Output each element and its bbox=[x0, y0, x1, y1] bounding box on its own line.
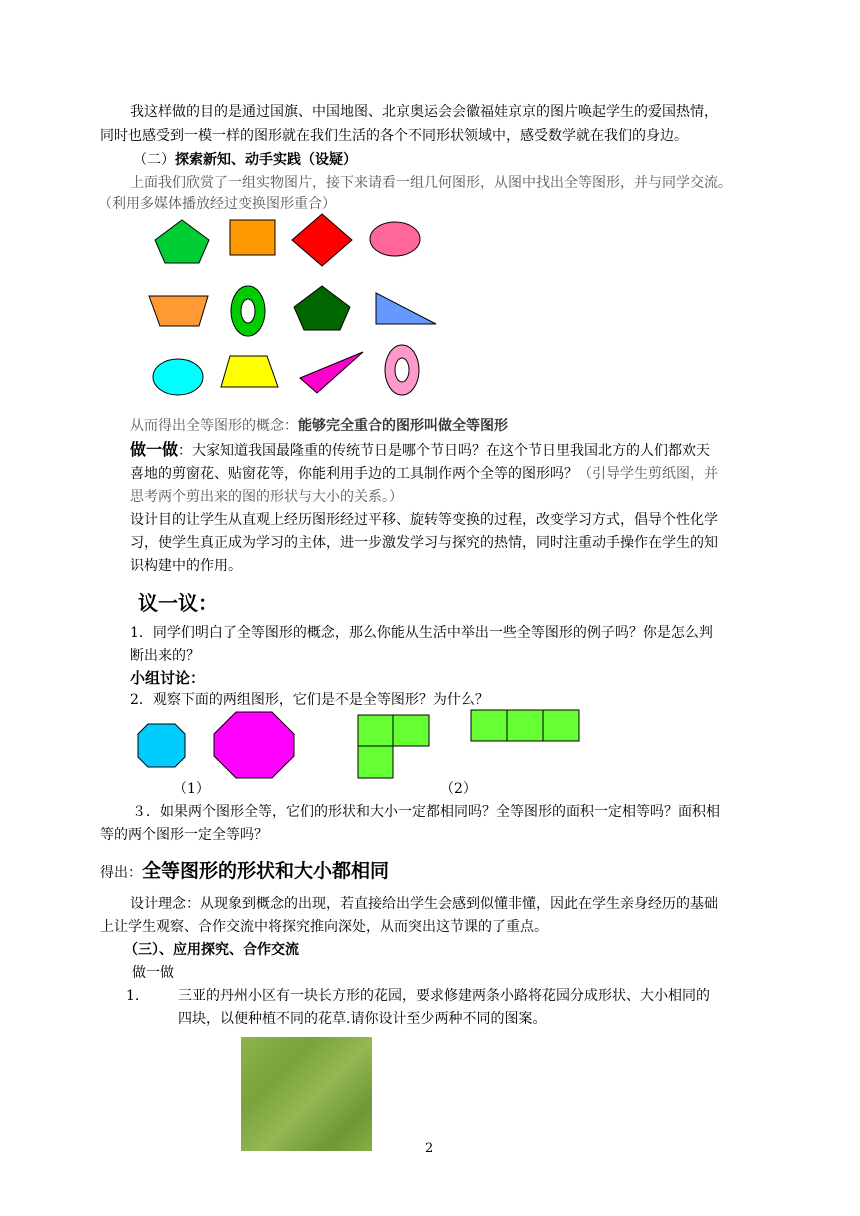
l-shape-square-2 bbox=[393, 715, 429, 746]
discuss-q3-line-1: ３．如果两个图形全等，它们的形状和大小一定都相同吗？全等图形的面积一定相等吗？面积相 bbox=[132, 804, 720, 820]
activity-line-3: 思考两个剪出来的图的形状与大小的关系。） bbox=[130, 489, 403, 505]
group-discuss-heading: 小组讨论： bbox=[130, 669, 206, 687]
bar-square-2 bbox=[507, 710, 543, 741]
design1-line-3: 识构建中的作用。 bbox=[130, 558, 242, 574]
activity-text-2: 喜地的剪窗花、贴窗花等，你能利用手边的工具制作两个全等的图形吗？ bbox=[130, 466, 578, 482]
section3-item-number: 1. bbox=[126, 988, 140, 1004]
design1-line-2: 习，使学生真正成为学习的主体，进一步激发学习与探究的热情，同时注重动手操作在学生的知 bbox=[130, 535, 718, 551]
section2-heading-title: 探索新知、动手实践（设疑） bbox=[175, 152, 357, 168]
concept-prefix: 从而得出全等图形的概念： bbox=[130, 418, 298, 434]
intro-line-1: 我这样做的目的是通过国旗、中国地图、北京奥运会会徽福娃京京的图片唤起学生的爱国热情， bbox=[130, 104, 718, 120]
activity-text-2-gray: （引导学生剪纸图，并 bbox=[578, 466, 718, 482]
section2-heading-prefix: （二） bbox=[133, 152, 175, 168]
l-shape-square-3 bbox=[358, 746, 393, 778]
discuss-q1-line-2: 断出来的？ bbox=[130, 648, 200, 664]
activity-label: 做一做 bbox=[130, 440, 179, 459]
activity-text-1: ：大家知道我国最隆重的传统节日是哪个节日吗？在这个节日里我国北方的人们都欢天 bbox=[178, 443, 711, 459]
design2-line-2: 上让学生观察、合作交流中将探究推向深处，从而突出这节课的了重点。 bbox=[100, 919, 548, 935]
section3-item-line-1: 三亚的丹州小区有一块长方形的花园，要求修建两条小路将花园分成形状、大小相同的 bbox=[178, 988, 710, 1004]
l-shape-square-1 bbox=[358, 715, 393, 746]
figure-1-label: （1） bbox=[173, 781, 210, 797]
page-number: 2 bbox=[425, 1141, 434, 1156]
figure-2-label: （2） bbox=[440, 781, 477, 797]
section3-item-line-2: 四块，以便种植不同的花草.请你设计至少两种不同的图案。 bbox=[178, 1011, 547, 1027]
section2-line-2: （利用多媒体播放经过变换图形重合） bbox=[98, 196, 336, 212]
section3-sub: 做一做 bbox=[132, 965, 174, 981]
discuss-q2: 2．观察下面的两组图形，它们是不是全等图形？为什么？ bbox=[130, 692, 489, 708]
design2-line-1: 设计理念：从现象到概念的出现，若直接给出学生会感到似懂非懂，因此在学生亲身经历的基础 bbox=[130, 896, 718, 912]
design1-line-1: 设计目的让学生从直观上经历图形经过平移、旋转等变换的过程，改变学习方式，倡导个性化学 bbox=[130, 512, 718, 528]
bar-square-3 bbox=[543, 710, 579, 741]
small-cyan-octagon bbox=[138, 724, 185, 767]
discuss-heading: 议一议： bbox=[138, 591, 218, 615]
section3-heading: （三）、应用探究、合作交流 bbox=[124, 942, 299, 958]
grass-garden-image bbox=[241, 1037, 372, 1151]
concept-text: 能够完全重合的图形叫做全等图形 bbox=[298, 418, 508, 434]
discuss-q1-line-1: 1．同学们明白了全等图形的概念，那么你能从生活中举出一些全等图形的例子吗？你是怎么判 bbox=[130, 625, 713, 641]
large-magenta-octagon bbox=[214, 712, 294, 778]
section2-line-1: 上面我们欣赏了一组实物图片，接下来请看一组几何图形，从图中找出全等图形，并与同学交流。 bbox=[130, 175, 732, 191]
conclusion-line bbox=[100, 857, 389, 887]
conclusion-text: 全等图形的形状和大小都相同 bbox=[142, 860, 390, 882]
discuss-q3-line-2: 等的两个图形一定全等吗？ bbox=[100, 827, 268, 843]
intro-line-2: 同时也感受到一模一样的图形就在我们生活的各个不同形状领域中，感受数学就在我们的身边。 bbox=[100, 128, 688, 144]
bar-square-1 bbox=[471, 710, 507, 741]
conclusion-prefix: 得出： bbox=[100, 865, 142, 881]
